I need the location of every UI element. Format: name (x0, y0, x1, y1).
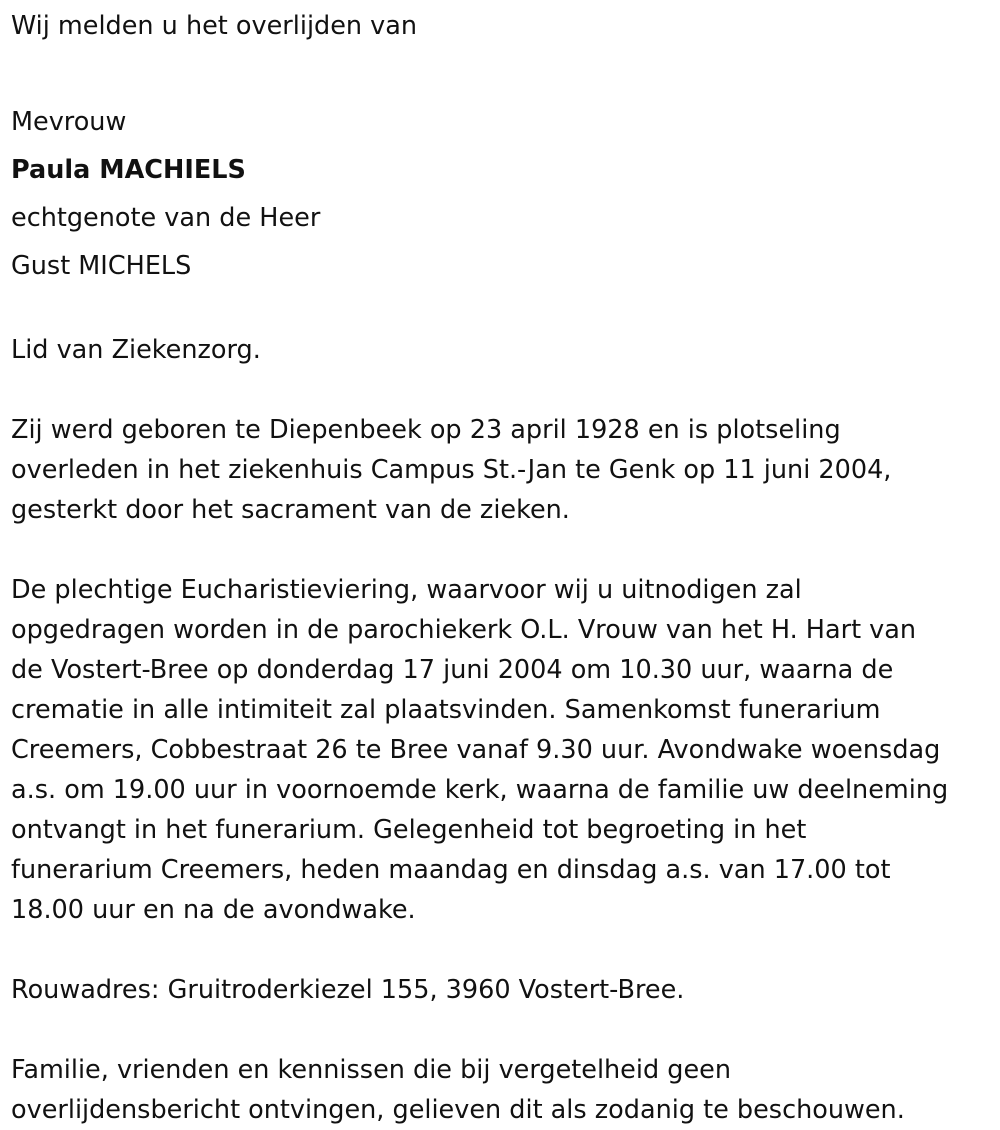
paragraph-line: 18.00 uur en na de avondwake. (11, 895, 416, 925)
intro-line: Wij melden u het overlijden van (11, 11, 418, 41)
deceased-name: Paula MACHIELS (11, 155, 246, 185)
spouse-name: Gust MICHELS (11, 251, 192, 281)
mourning-address: Rouwadres: Gruitroderkiezel 155, 3960 Vostert-Bree. (11, 975, 685, 1005)
paragraph-line: funerarium Creemers, heden maandag en dinsdag a.s. van 17.00 tot (11, 855, 891, 885)
spacer (11, 530, 991, 570)
birth-death-paragraph (11, 410, 991, 530)
paragraph-line: gesterkt door het sacrament van de zieken. (11, 495, 570, 525)
paragraph-line: overlijdensbericht ontvingen, gelieven dit als zodanig te beschouwen. (11, 1095, 905, 1125)
paragraph-line: crematie in alle intimiteit zal plaatsvinden. Samenkomst funerarium (11, 695, 881, 725)
paragraph-line: opgedragen worden in de parochiekerk O.L. Vrouw van het H. Hart van (11, 615, 917, 645)
paragraph-line: ontvangt in het funerarium. Gelegenheid tot begroeting in het (11, 815, 807, 845)
obituary-document (11, 6, 991, 1130)
paragraph-line: a.s. om 19.00 uur in voornoemde kerk, waarna de familie uw deelneming (11, 775, 949, 805)
ceremony-paragraph (11, 570, 991, 930)
spacer (11, 290, 991, 330)
paragraph-line: Familie, vrienden en kennissen die bij vergetelheid geen (11, 1055, 731, 1085)
spacer (11, 370, 991, 410)
title-line: Mevrouw (11, 107, 127, 137)
closing-paragraph (11, 1050, 991, 1130)
paragraph-line: De plechtige Eucharistieviering, waarvoor wij u uitnodigen zal (11, 575, 802, 605)
deceased-block (11, 98, 991, 290)
membership-line: Lid van Ziekenzorg. (11, 335, 261, 365)
paragraph-line: Zij werd geboren te Diepenbeek op 23 april 1928 en is plotseling (11, 415, 841, 445)
paragraph-line: de Vostert-Bree op donderdag 17 juni 2004 om 10.30 uur, waarna de (11, 655, 894, 685)
spacer (11, 1010, 991, 1050)
paragraph-line: overleden in het ziekenhuis Campus St.-Jan te Genk op 11 juni 2004, (11, 455, 892, 485)
spacer (11, 46, 991, 86)
relation-line: echtgenote van de Heer (11, 203, 321, 233)
spacer (11, 930, 991, 970)
paragraph-line: Creemers, Cobbestraat 26 te Bree vanaf 9.30 uur. Avondwake woensdag (11, 735, 941, 765)
